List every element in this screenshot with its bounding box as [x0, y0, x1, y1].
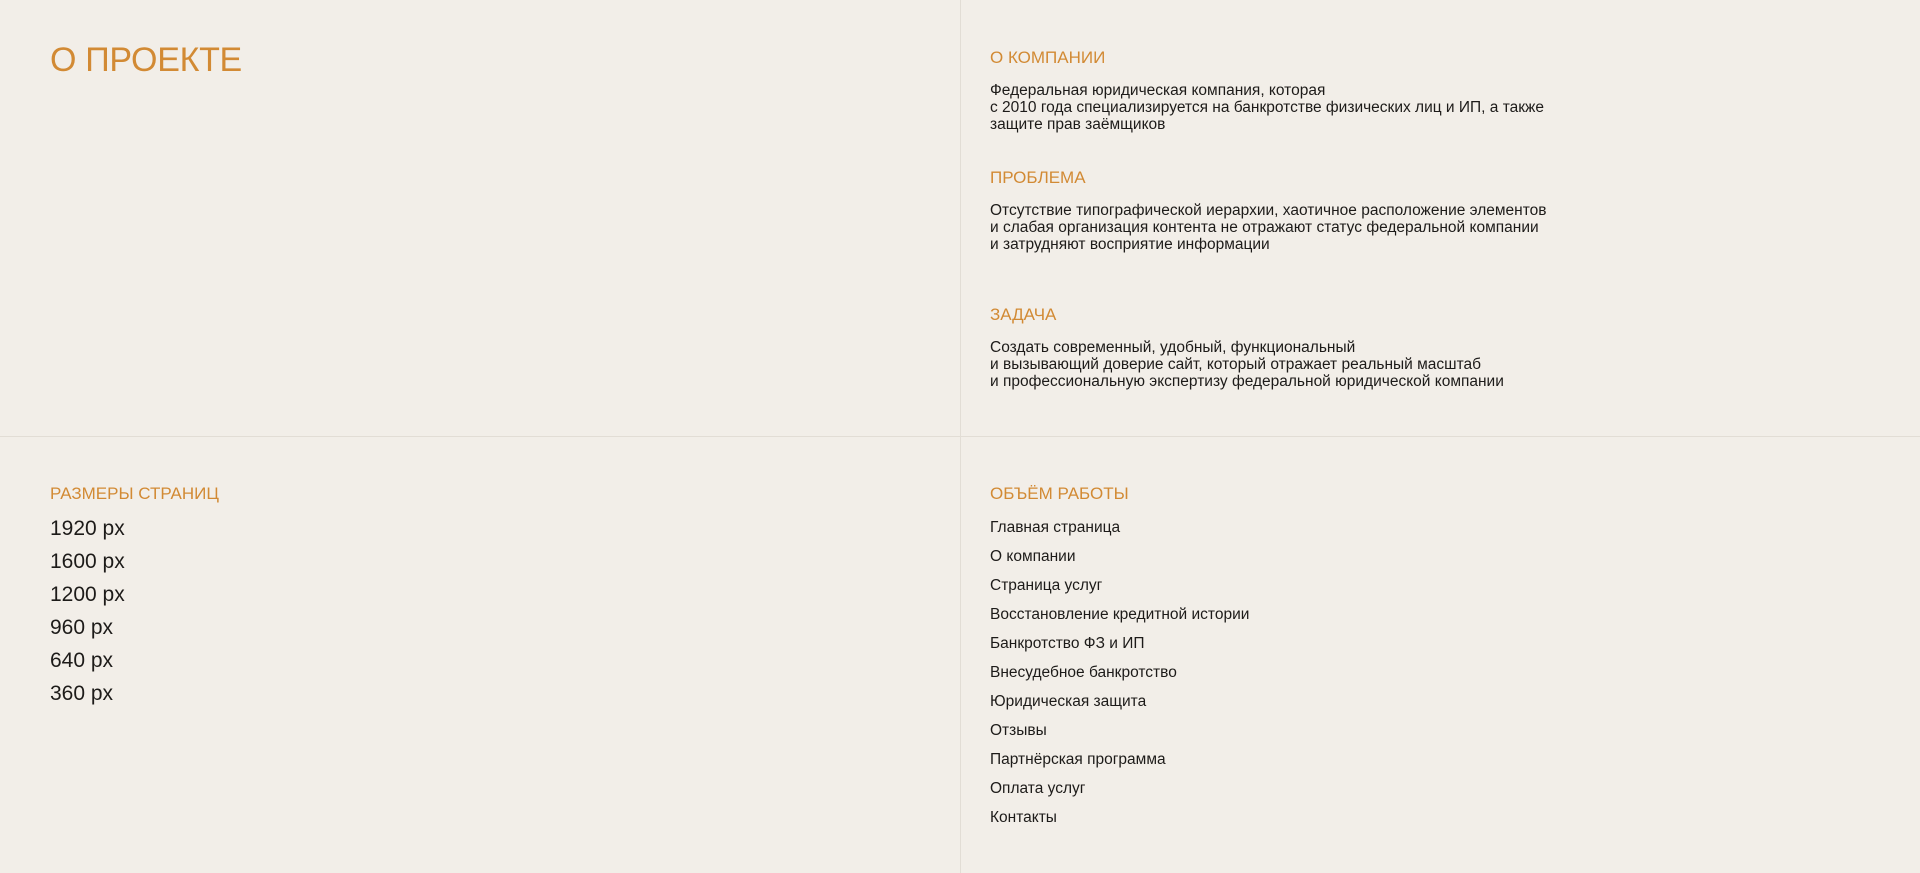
- page-size-item: 640 px: [50, 649, 114, 672]
- scope-item: Контакты: [990, 809, 1057, 826]
- problem-heading: ПРОБЛЕМА: [990, 168, 1086, 187]
- page-sizes-list: [50, 512, 125, 710]
- problem-text: Отсутствие типографической иерархии, хаотичное расположение элементов и слабая организация контента не отражают статус федеральной компании и затрудняют восприятие информации: [990, 202, 1547, 253]
- task-text: Создать современный, удобный, функциональный и вызывающий доверие сайт, который отражает реальный масштаб и профессиональную экспертизу федеральной юридической компании: [990, 339, 1504, 390]
- scope-item: О компании: [990, 548, 1076, 565]
- scope-item: Юридическая защита: [990, 693, 1147, 710]
- task-heading: ЗАДАЧА: [990, 305, 1057, 324]
- about-company-text: Федеральная юридическая компания, которая с 2010 года специализируется на банкротстве физических лиц и ИП, а также защите прав заёмщиков: [990, 82, 1545, 133]
- scope-item: Страница услуг: [990, 577, 1103, 594]
- page-size-item: 1920 px: [50, 517, 125, 540]
- scope-item: Оплата услуг: [990, 780, 1086, 797]
- scope-item: Восстановление кредитной истории: [990, 606, 1250, 623]
- scope-item: Главная страница: [990, 519, 1121, 536]
- page-size-item: 1200 px: [50, 583, 125, 606]
- page-sizes-heading: РАЗМЕРЫ СТРАНИЦ: [50, 484, 219, 503]
- scope-item: Отзывы: [990, 722, 1047, 739]
- scope-of-work-list: [990, 513, 1249, 832]
- scope-item: Партнёрская программа: [990, 751, 1166, 768]
- scope-item: Банкротство ФЗ и ИП: [990, 635, 1145, 652]
- about-company-heading: О КОМПАНИИ: [990, 48, 1106, 67]
- page-size-item: 360 px: [50, 682, 114, 705]
- scope-item: Внесудебное банкротство: [990, 664, 1177, 681]
- page-size-item: 960 px: [50, 616, 114, 639]
- page-size-item: 1600 px: [50, 550, 125, 573]
- page-title: О ПРОЕКТЕ: [50, 41, 242, 79]
- horizontal-divider: [0, 436, 1920, 437]
- scope-of-work-heading: ОБЪЁМ РАБОТЫ: [990, 484, 1129, 503]
